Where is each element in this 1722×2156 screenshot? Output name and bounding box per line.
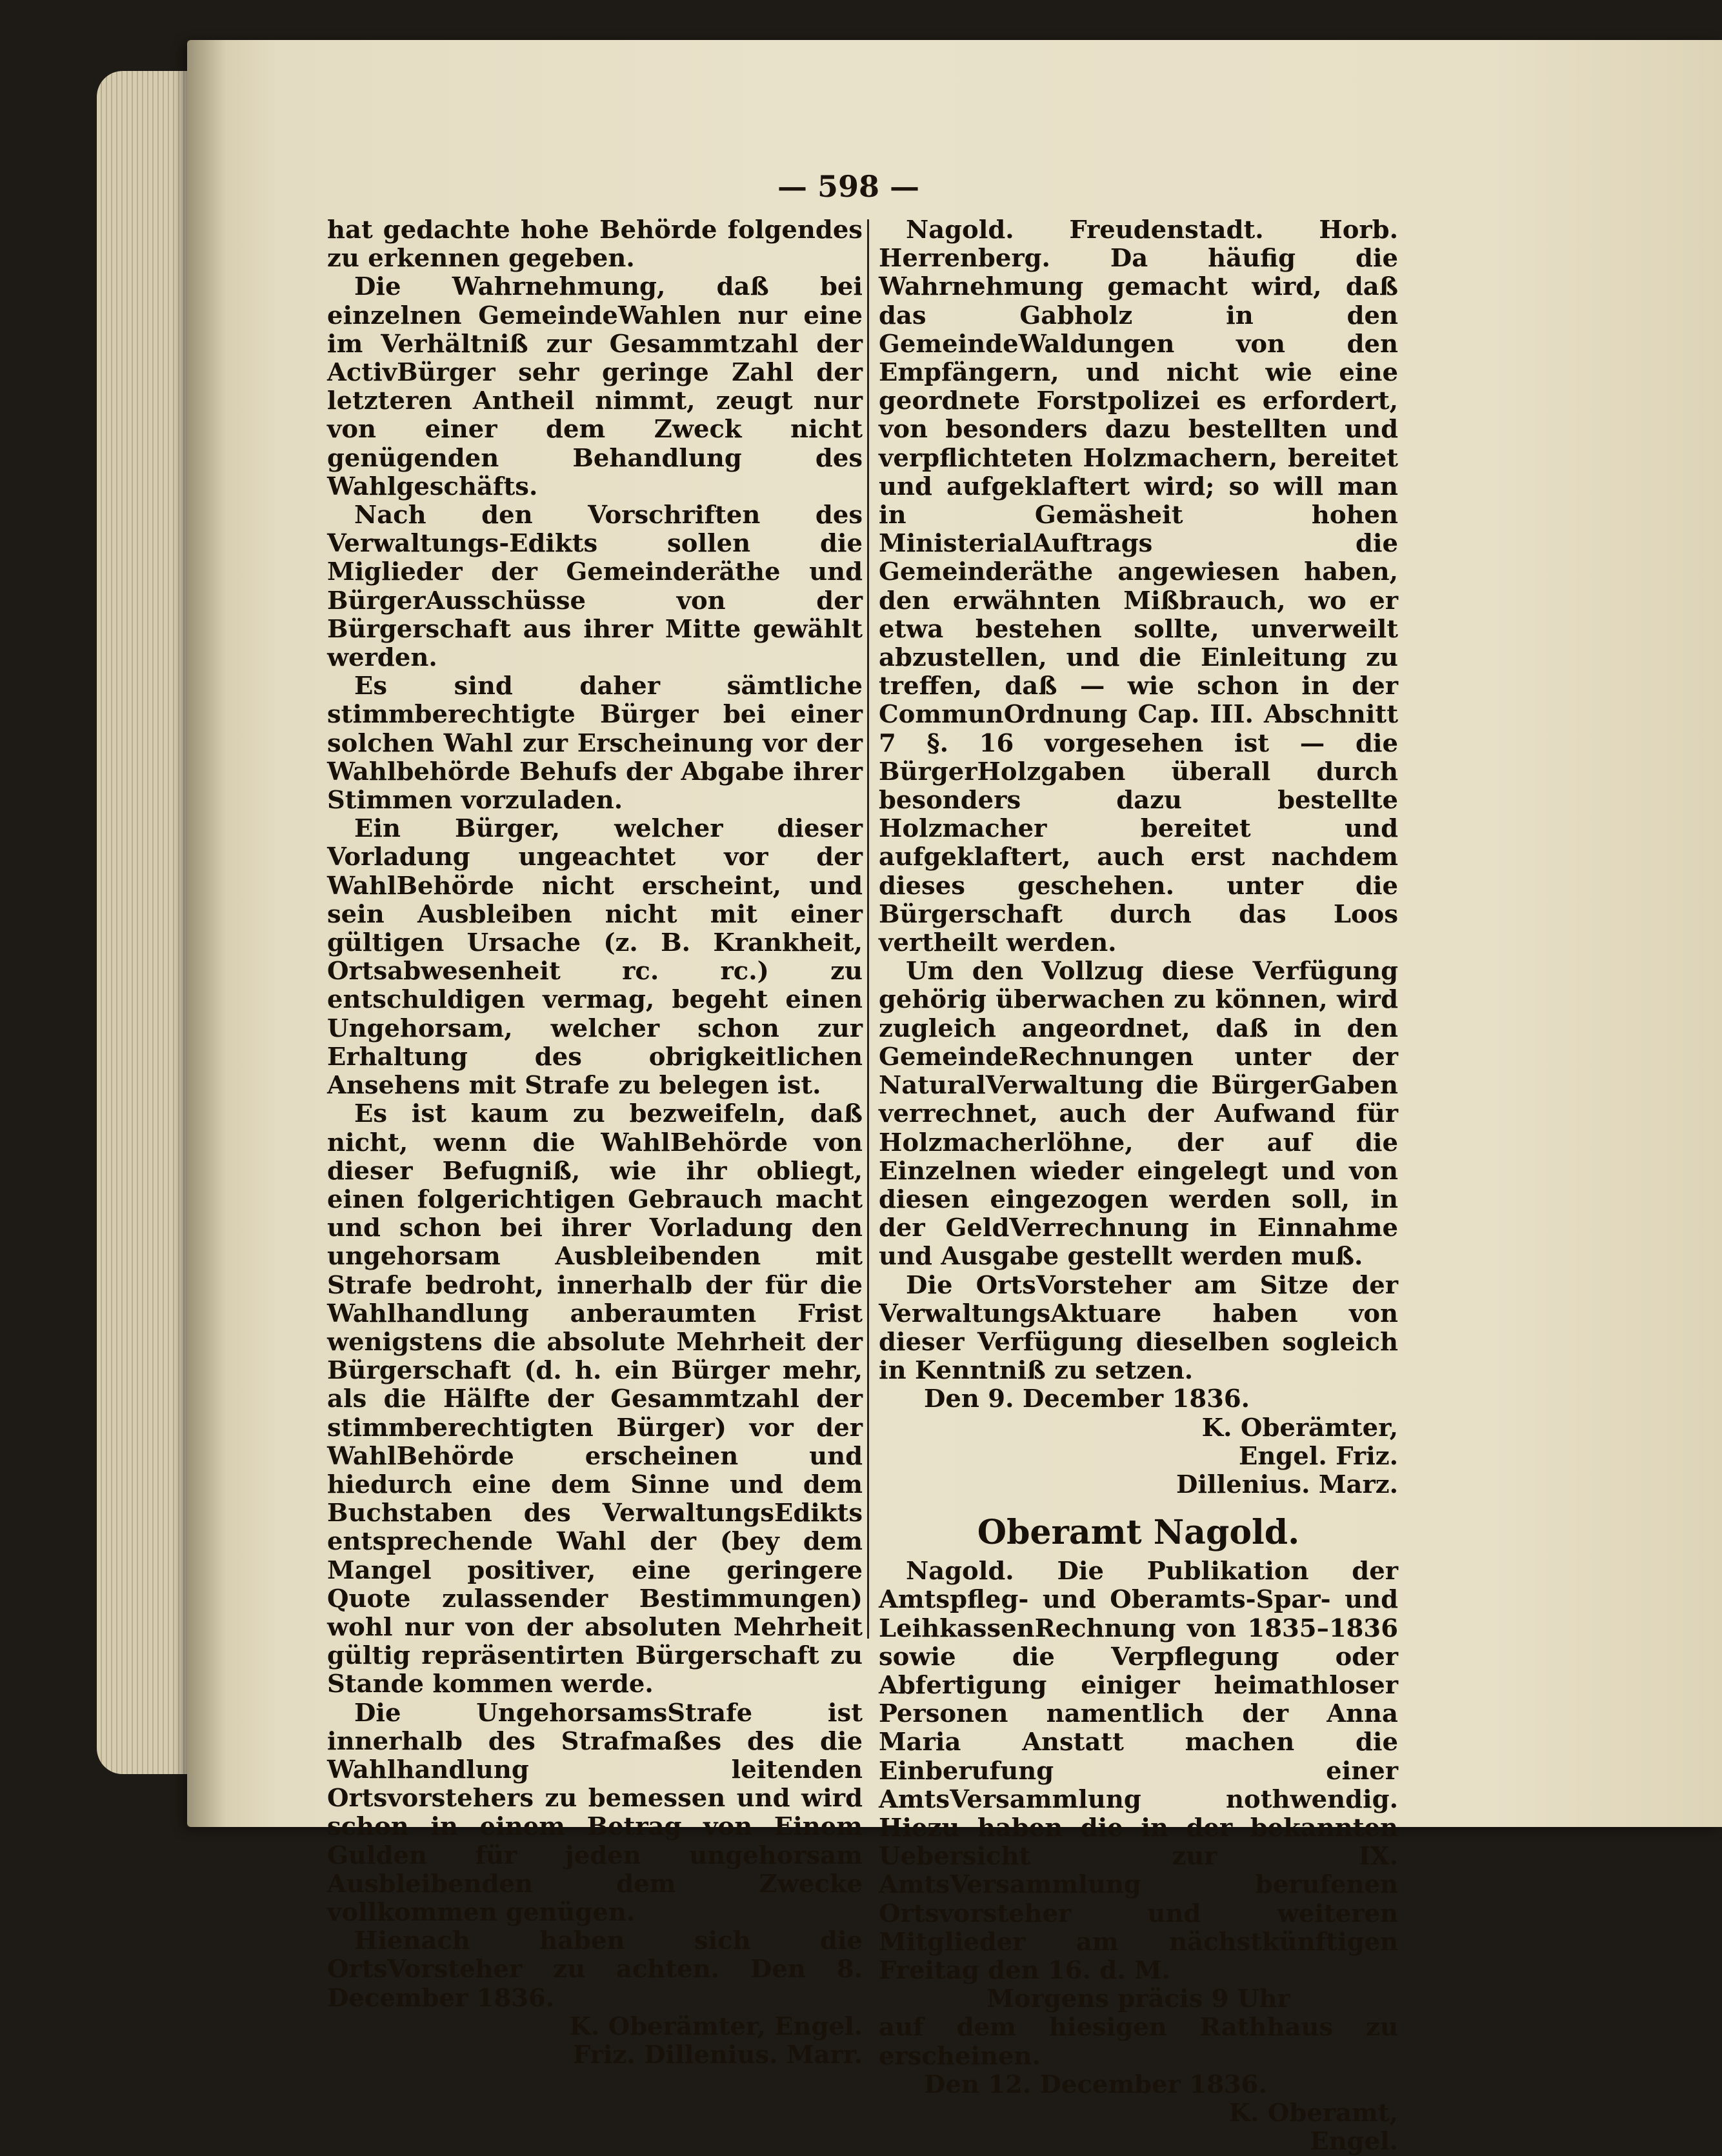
left-paragraph-2: Die Wahrnehmung, daß bei einzelnen GemeindeWahlen nur eine im Verhältniß zur Gesammtzahl der ActivBürger sehr geringe Zahl der letzteren Antheil nimmt, zeugt nur von einer dem Zweck nicht genügenden Behandlung des Wahlgeschäfts. <box>327 272 863 501</box>
right-column <box>879 216 1398 2156</box>
oberamt-place: auf dem hiesigen Rathhaus zu erscheinen. <box>879 2013 1398 2071</box>
oberamt-date: Den 12. December 1836. <box>924 2070 1267 2099</box>
page-number: — 598 — <box>777 169 920 204</box>
right-paragraph-3: Die OrtsVorsteher am Sitze der VerwaltungsAktuare haben von dieser Verfügung dieselben sogleich in Kenntniß zu setzen. <box>879 1270 1398 1386</box>
gutter-shadow <box>187 40 226 1827</box>
right-signature-2: Engel. Friz. <box>1238 1441 1398 1471</box>
oberamt-signature-1: K. Oberamt, <box>1228 2099 1398 2128</box>
left-signature-2: Friz. Dillenius. Marr. <box>572 2041 863 2070</box>
left-signature-1: K. Oberämter, Engel. <box>569 2011 863 2041</box>
column-divider <box>867 219 869 1639</box>
left-paragraph-1: hat gedachte hohe Behörde folgendes zu erkennen gegeben. <box>327 215 863 274</box>
left-paragraph-7: Die UngehorsamsStrafe ist innerhalb des Strafmaßes des die Wahlhandlung leitenden Ortsvorstehers zu bemessen und wird schon in einem Betrag von Einem Gulden für jeden ungehorsam Ausbleibenden dem Zwecke vollkommen genügen. <box>327 1698 863 1927</box>
oberamt-time: Morgens präcis 9 Uhr <box>986 1984 1290 2014</box>
right-paragraph-1: Nagold. Freudenstadt. Horb. Herrenberg. Da häufig die Wahrnehmung gemacht wird, daß das Gabholz in den GemeindeWaldungen von den Empfängern, und nicht wie eine geordnete Forstpolizei es erfordert, von besonders dazu bestellten und verpflichteten Holzmachern, bereitet und aufgeklaftert wird; so will man in Gemäsheit hohen MinisterialAuftrags die Gemeinderäthe angewiesen haben, den erwähnten Mißbrauch, wo er etwa bestehen sollte, unverweilt abzustellen, und die Einleitung zu treffen, daß — wie schon in der CommunOrdnung Cap. III. Abschnitt 7 §. 16 vorgesehen ist — die BürgerHolzgaben überall durch besonders dazu bestellte Holzmacher bereitet und aufgeklaftert, auch erst nachdem dieses geschehen. unter die Bürgerschaft durch das Loos vertheilt werden. <box>879 215 1398 958</box>
left-paragraph-4: Es sind daher sämtliche stimmberechtigte Bürger bei einer solchen Wahl zur Erscheinung vor der Wahlbehörde Behufs der Abgabe ihrer Stimmen vorzuladen. <box>327 672 863 815</box>
oberamt-signature-2: Engel. <box>1310 2127 1398 2156</box>
right-paragraph-2: Um den Vollzug diese Verfügung gehörig überwachen zu können, wird zugleich angeordnet, daß in den GemeindeRechnungen unter der NaturalVerwaltung die BürgerGaben verrechnet, auch der Aufwand für Holzmacherlöhne, der auf die Einzelnen wieder eingelegt und von diesen eingezogen werden soll, in der GeldVerrechnung in Einnahme und Ausgabe gestellt werden muß. <box>879 957 1398 1272</box>
left-column <box>327 216 863 2070</box>
left-paragraph-8: Hienach haben sich die OrtsVorsteher zu achten. Den 8. December 1836. <box>327 1926 863 2013</box>
left-paragraph-3: Nach den Vorschriften des Verwaltungs-Edikts sollen die Miglieder der Gemeinderäthe und BürgerAusschüsse von der Bürgerschaft aus ihrer Mitte gewählt werden. <box>327 501 863 673</box>
right-date: Den 9. December 1836. <box>924 1384 1250 1414</box>
section-heading: Oberamt Nagold. <box>977 1513 1300 1553</box>
left-paragraph-5: Ein Bürger, welcher dieser Vorladung ungeachtet vor der WahlBehörde nicht erscheint, und sein Ausbleiben nicht mit einer gültigen Ursache (z. B. Krankheit, Ortsabwesenheit rc. rc.) zu entschuldigen vermag, begeht einen Ungehorsam, welcher schon zur Erhaltung des obrigkeitlichen Ansehens mit Strafe zu belegen ist. <box>327 814 863 1101</box>
left-paragraph-6: Es ist kaum zu bezweifeln, daß nicht, wenn die WahlBehörde von dieser Befugniß, wie ihr obliegt, einen folgerichtigen Gebrauch macht und schon bei ihrer Vorladung den ungehorsam Ausbleibenden mit Strafe bedroht, innerhalb der für die Wahlhandlung anberaumten Frist wenigstens die absolute Mehrheit der Bürgerschaft (d. h. ein Bürger mehr, als die Hälfte der Gesammtzahl der stimmberechtigten Bürger) vor der WahlBehörde erscheinen und hiedurch eine dem Sinne und dem Buchstaben des VerwaltungsEdikts entsprechende Wahl der (bey dem Mangel positiver, eine geringere Quote zulassender Bestimmungen) wohl nur von der absoluten Mehrheit gültig repräsentirten Bürgerschaft zu Stande kommen werde. <box>327 1099 863 1699</box>
right-signature-1: K. Oberämter, <box>1201 1413 1398 1442</box>
right-signature-3: Dillenius. Marz. <box>1176 1470 1398 1499</box>
oberamt-paragraph: Nagold. Die Publikation der Amtspfleg- und Oberamts-Spar- und LeihkassenRechnung von 1835–1836 sowie die Verpflegung oder Abfertigung einiger heimathloser Personen namentlich der Anna Maria Anstatt machen die Einberufung einer AmtsVersammlung nothwendig. Hiezu haben die in der bekannten Uebersicht zur IX. AmtsVersammlung berufenen Ortsvorsteher und weiteren Mitglieder am nächstkünftigen Freitag den 16. d. M. <box>879 1557 1398 1985</box>
